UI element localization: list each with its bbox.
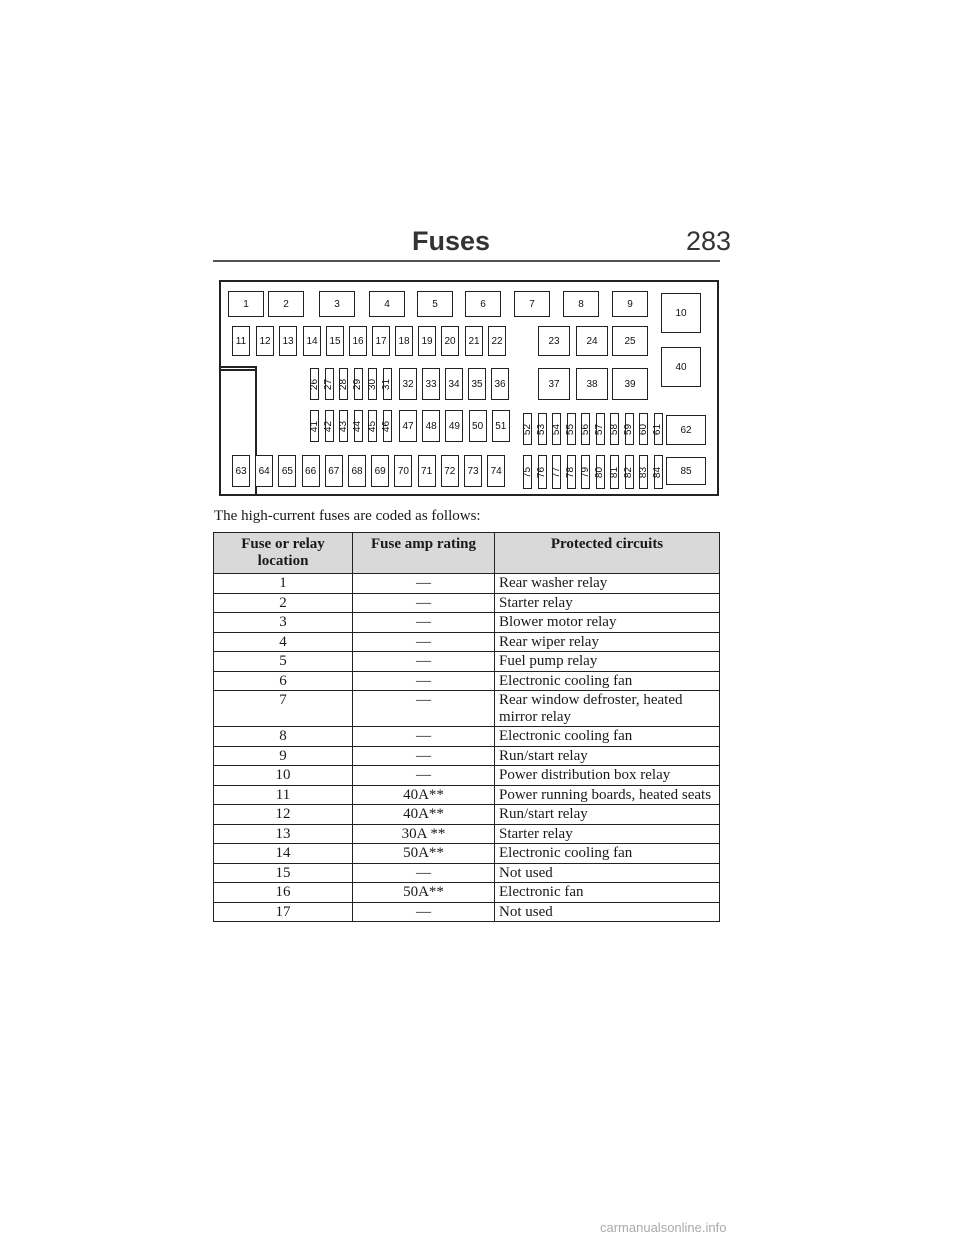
fuse-44 bbox=[354, 410, 363, 442]
cell-rating: — bbox=[353, 691, 495, 727]
cell-circuits: Run/start relay bbox=[495, 746, 720, 766]
col-header-rating: Fuse amp rating bbox=[353, 533, 495, 574]
fuse-label: 24 bbox=[586, 335, 598, 347]
cell-circuits: Electronic fan bbox=[495, 883, 720, 903]
fuse-43 bbox=[339, 410, 348, 442]
fuse-77 bbox=[552, 455, 561, 489]
fuse-label: 60 bbox=[638, 423, 649, 435]
fuse-46 bbox=[383, 410, 392, 442]
fuse-31 bbox=[383, 368, 392, 400]
fuse-35 bbox=[468, 368, 486, 400]
fuse-label: 8 bbox=[578, 298, 584, 310]
fuse-label: 18 bbox=[398, 335, 410, 347]
cell-rating: — bbox=[353, 652, 495, 672]
fuse-label: 50 bbox=[472, 420, 484, 432]
fuse-label: 37 bbox=[548, 378, 560, 390]
fuse-label: 54 bbox=[551, 423, 562, 435]
fuse-label: 11 bbox=[235, 335, 247, 347]
fuse-label: 40 bbox=[675, 361, 687, 373]
fuse-label: 35 bbox=[471, 378, 483, 390]
fuse-8 bbox=[563, 291, 599, 317]
fuse-48 bbox=[422, 410, 440, 442]
fuse-42 bbox=[325, 410, 334, 442]
fuse-61 bbox=[654, 413, 663, 445]
cell-location: 3 bbox=[214, 613, 353, 633]
cell-rating: 50A** bbox=[353, 883, 495, 903]
fuse-label: 53 bbox=[536, 423, 548, 435]
fuse-59 bbox=[625, 413, 634, 445]
fuse-15 bbox=[326, 326, 344, 356]
fuse-label: 34 bbox=[448, 378, 460, 390]
table-row bbox=[214, 805, 720, 825]
fuse-67 bbox=[325, 455, 343, 487]
table-row bbox=[214, 785, 720, 805]
fuse-80 bbox=[596, 455, 605, 489]
fuse-71 bbox=[418, 455, 436, 487]
fuse-label: 27 bbox=[323, 378, 335, 390]
cell-rating: — bbox=[353, 863, 495, 883]
fuse-label: 23 bbox=[548, 335, 560, 347]
fuse-64 bbox=[255, 455, 273, 487]
table-row bbox=[214, 671, 720, 691]
fuse-9 bbox=[612, 291, 648, 317]
fuse-53 bbox=[538, 413, 547, 445]
fuse-6 bbox=[465, 291, 501, 317]
fuse-label: 29 bbox=[352, 378, 364, 390]
cell-circuits: Power running boards, heated seats bbox=[495, 785, 720, 805]
col-header-circuits: Protected circuits bbox=[495, 533, 720, 574]
intro-text: The high-current fuses are coded as follows: bbox=[214, 508, 481, 524]
fuse-2 bbox=[268, 291, 304, 317]
fuse-label: 20 bbox=[444, 335, 456, 347]
fuse-label: 33 bbox=[425, 378, 437, 390]
fuse-75 bbox=[523, 455, 532, 489]
fuse-label: 32 bbox=[402, 378, 414, 390]
fuse-29 bbox=[354, 368, 363, 400]
fuse-label: 85 bbox=[680, 465, 692, 477]
table-header-row bbox=[214, 533, 720, 574]
table-body bbox=[214, 574, 720, 922]
cell-location: 14 bbox=[214, 844, 353, 864]
table-row bbox=[214, 574, 720, 594]
fuse-label: 31 bbox=[381, 378, 393, 390]
fuse-69 bbox=[371, 455, 389, 487]
cell-location: 12 bbox=[214, 805, 353, 825]
fuse-label: 49 bbox=[448, 420, 460, 432]
cell-location: 4 bbox=[214, 632, 353, 652]
fuse-label: 57 bbox=[594, 423, 606, 435]
fuse-label: 30 bbox=[367, 378, 378, 390]
cell-rating: — bbox=[353, 593, 495, 613]
page-number: 283 bbox=[686, 226, 732, 256]
cell-rating: — bbox=[353, 632, 495, 652]
cell-location: 1 bbox=[214, 574, 353, 594]
cell-circuits: Not used bbox=[495, 863, 720, 883]
fuse-label: 81 bbox=[609, 466, 620, 478]
fuse-label: 3 bbox=[334, 298, 340, 310]
fuse-label: 70 bbox=[397, 465, 409, 477]
fuse-label: 26 bbox=[309, 378, 320, 390]
fuse-label: 61 bbox=[652, 423, 664, 435]
fuse-label: 74 bbox=[490, 465, 502, 477]
fuse-84 bbox=[654, 455, 663, 489]
fuse-label: 28 bbox=[338, 378, 349, 390]
fuse-38 bbox=[576, 368, 608, 400]
fuse-72 bbox=[441, 455, 459, 487]
fuse-65 bbox=[278, 455, 296, 487]
fuse-label: 65 bbox=[281, 465, 293, 477]
fuse-label: 14 bbox=[306, 335, 318, 347]
cell-circuits: Fuel pump relay bbox=[495, 652, 720, 672]
fuse-label: 79 bbox=[580, 466, 591, 478]
fuse-27 bbox=[325, 368, 334, 400]
fuse-16 bbox=[349, 326, 367, 356]
fuse-label: 76 bbox=[536, 466, 548, 478]
fuse-25 bbox=[612, 326, 648, 356]
cell-location: 16 bbox=[214, 883, 353, 903]
fuse-22 bbox=[488, 326, 506, 356]
cell-circuits: Starter relay bbox=[495, 593, 720, 613]
fuse-label: 56 bbox=[580, 423, 591, 435]
fuse-37 bbox=[538, 368, 570, 400]
cell-circuits: Electronic cooling fan bbox=[495, 727, 720, 747]
fuse-label: 55 bbox=[565, 423, 577, 435]
fuse-26 bbox=[310, 368, 319, 400]
fuse-label: 4 bbox=[384, 298, 390, 310]
fuse-14 bbox=[303, 326, 321, 356]
fuse-13 bbox=[279, 326, 297, 356]
fuse-label: 42 bbox=[323, 420, 335, 432]
cell-location: 10 bbox=[214, 766, 353, 786]
fuse-68 bbox=[348, 455, 366, 487]
cell-circuits: Rear wiper relay bbox=[495, 632, 720, 652]
cell-location: 13 bbox=[214, 824, 353, 844]
table-row bbox=[214, 766, 720, 786]
fuse-70 bbox=[394, 455, 412, 487]
cell-circuits: Starter relay bbox=[495, 824, 720, 844]
fuse-label: 64 bbox=[258, 465, 270, 477]
fuse-36 bbox=[491, 368, 509, 400]
cell-rating: — bbox=[353, 746, 495, 766]
table-row bbox=[214, 632, 720, 652]
fuse-82 bbox=[625, 455, 634, 489]
fuse-33 bbox=[422, 368, 440, 400]
cell-location: 2 bbox=[214, 593, 353, 613]
fuse-label: 12 bbox=[259, 335, 271, 347]
fuse-66 bbox=[302, 455, 320, 487]
col-header-location: Fuse or relay location bbox=[214, 533, 353, 574]
fuse-label: 43 bbox=[338, 420, 349, 432]
fuse-label: 38 bbox=[586, 378, 598, 390]
fuse-74 bbox=[487, 455, 505, 487]
fuse-30 bbox=[368, 368, 377, 400]
fuse-40 bbox=[661, 347, 701, 387]
fuse-85 bbox=[666, 457, 706, 485]
cell-rating: — bbox=[353, 766, 495, 786]
fuse-41 bbox=[310, 410, 319, 442]
fuse-label: 59 bbox=[623, 423, 635, 435]
cell-rating: 50A** bbox=[353, 844, 495, 864]
header-rule bbox=[213, 260, 720, 262]
fuse-60 bbox=[639, 413, 648, 445]
fuse-label: 68 bbox=[351, 465, 363, 477]
fuse-label: 66 bbox=[305, 465, 317, 477]
cell-rating: 40A** bbox=[353, 785, 495, 805]
table-row bbox=[214, 883, 720, 903]
fuse-label: 25 bbox=[624, 335, 636, 347]
fuse-label: 41 bbox=[309, 420, 320, 432]
page-header-title: Fuses bbox=[412, 226, 491, 256]
fuse-label: 52 bbox=[522, 423, 533, 435]
fuse-81 bbox=[610, 455, 619, 489]
fuse-23 bbox=[538, 326, 570, 356]
table-row bbox=[214, 613, 720, 633]
fuse-12 bbox=[256, 326, 274, 356]
fuse-4 bbox=[369, 291, 405, 317]
cell-location: 8 bbox=[214, 727, 353, 747]
fuse-34 bbox=[445, 368, 463, 400]
table-row bbox=[214, 691, 720, 727]
cell-circuits: Rear washer relay bbox=[495, 574, 720, 594]
fuse-18 bbox=[395, 326, 413, 356]
cell-circuits: Blower motor relay bbox=[495, 613, 720, 633]
fuse-label: 63 bbox=[235, 465, 247, 477]
fuse-24 bbox=[576, 326, 608, 356]
fuse-label: 75 bbox=[522, 466, 533, 478]
table-row bbox=[214, 824, 720, 844]
fuse-label: 17 bbox=[375, 335, 387, 347]
fuse-label: 1 bbox=[243, 298, 249, 310]
fuse-73 bbox=[464, 455, 482, 487]
fuse-21 bbox=[465, 326, 483, 356]
fuse-54 bbox=[552, 413, 561, 445]
fuse-label: 84 bbox=[652, 466, 664, 478]
fuse-label: 39 bbox=[624, 378, 636, 390]
fuse-45 bbox=[368, 410, 377, 442]
cell-rating: — bbox=[353, 613, 495, 633]
fuse-28 bbox=[339, 368, 348, 400]
fuse-10 bbox=[661, 293, 701, 333]
fuse-20 bbox=[441, 326, 459, 356]
fuse-label: 7 bbox=[529, 298, 535, 310]
fuse-11 bbox=[232, 326, 250, 356]
cell-rating: — bbox=[353, 727, 495, 747]
fuse-78 bbox=[567, 455, 576, 489]
fuse-label: 71 bbox=[421, 465, 433, 477]
cell-rating: — bbox=[353, 902, 495, 922]
cell-circuits: Not used bbox=[495, 902, 720, 922]
fuse-label: 6 bbox=[480, 298, 486, 310]
fuse-63 bbox=[232, 455, 250, 487]
fuse-label: 36 bbox=[494, 378, 506, 390]
fuse-label: 80 bbox=[594, 466, 606, 478]
fuse-1 bbox=[228, 291, 264, 317]
table-row bbox=[214, 863, 720, 883]
fuse-47 bbox=[399, 410, 417, 442]
cell-circuits: Electronic cooling fan bbox=[495, 671, 720, 691]
fuse-label: 45 bbox=[367, 420, 378, 432]
fuse-83 bbox=[639, 455, 648, 489]
fuse-7 bbox=[514, 291, 550, 317]
cell-circuits: Rear window defroster, heated mirror relay bbox=[495, 691, 720, 727]
cell-rating: — bbox=[353, 574, 495, 594]
table-row bbox=[214, 844, 720, 864]
fuse-3 bbox=[319, 291, 355, 317]
fuse-label: 47 bbox=[402, 420, 414, 432]
cell-location: 15 bbox=[214, 863, 353, 883]
table-row bbox=[214, 727, 720, 747]
fuse-label: 21 bbox=[468, 335, 480, 347]
fuse-52 bbox=[523, 413, 532, 445]
cell-location: 7 bbox=[214, 691, 353, 727]
fuse-table bbox=[213, 532, 720, 922]
table-row bbox=[214, 902, 720, 922]
fuse-50 bbox=[469, 410, 487, 442]
fuse-51 bbox=[492, 410, 510, 442]
watermark: carmanualsonline.info bbox=[600, 1220, 727, 1235]
fuse-5 bbox=[417, 291, 453, 317]
fuse-label: 16 bbox=[352, 335, 364, 347]
fuse-label: 22 bbox=[491, 335, 503, 347]
table-row bbox=[214, 746, 720, 766]
cell-circuits: Power distribution box relay bbox=[495, 766, 720, 786]
cell-location: 6 bbox=[214, 671, 353, 691]
fuse-label: 5 bbox=[432, 298, 438, 310]
fuse-19 bbox=[418, 326, 436, 356]
cell-rating: 30A ** bbox=[353, 824, 495, 844]
cell-location: 5 bbox=[214, 652, 353, 672]
fuse-label: 58 bbox=[609, 423, 620, 435]
fuse-label: 2 bbox=[283, 298, 289, 310]
fuse-label: 77 bbox=[551, 466, 562, 478]
fuse-label: 83 bbox=[638, 466, 649, 478]
cell-rating: 40A** bbox=[353, 805, 495, 825]
fuse-label: 15 bbox=[329, 335, 341, 347]
fuse-label: 46 bbox=[381, 420, 393, 432]
fuse-label: 48 bbox=[425, 420, 437, 432]
fuse-label: 13 bbox=[282, 335, 294, 347]
fuse-label: 67 bbox=[328, 465, 340, 477]
fuse-49 bbox=[445, 410, 463, 442]
cell-circuits: Electronic cooling fan bbox=[495, 844, 720, 864]
fuse-label: 78 bbox=[565, 466, 577, 478]
cell-circuits: Run/start relay bbox=[495, 805, 720, 825]
cell-rating: — bbox=[353, 671, 495, 691]
fuse-label: 51 bbox=[495, 420, 507, 432]
fuse-label: 9 bbox=[627, 298, 633, 310]
fuse-79 bbox=[581, 455, 590, 489]
cell-location: 17 bbox=[214, 902, 353, 922]
fuse-label: 72 bbox=[444, 465, 456, 477]
fuse-label: 73 bbox=[467, 465, 479, 477]
fuse-label: 19 bbox=[421, 335, 433, 347]
fuse-62 bbox=[666, 415, 706, 445]
table-row bbox=[214, 593, 720, 613]
cell-location: 9 bbox=[214, 746, 353, 766]
fuse-17 bbox=[372, 326, 390, 356]
fuse-label: 10 bbox=[675, 307, 687, 319]
fuse-label: 82 bbox=[623, 466, 635, 478]
fuse-55 bbox=[567, 413, 576, 445]
fuse-39 bbox=[612, 368, 648, 400]
fuse-76 bbox=[538, 455, 547, 489]
fuse-56 bbox=[581, 413, 590, 445]
fuse-label: 62 bbox=[680, 424, 692, 436]
fuse-58 bbox=[610, 413, 619, 445]
fuse-32 bbox=[399, 368, 417, 400]
fuse-label: 69 bbox=[374, 465, 386, 477]
fuse-57 bbox=[596, 413, 605, 445]
table-row bbox=[214, 652, 720, 672]
fuse-label: 44 bbox=[352, 420, 364, 432]
cell-location: 11 bbox=[214, 785, 353, 805]
